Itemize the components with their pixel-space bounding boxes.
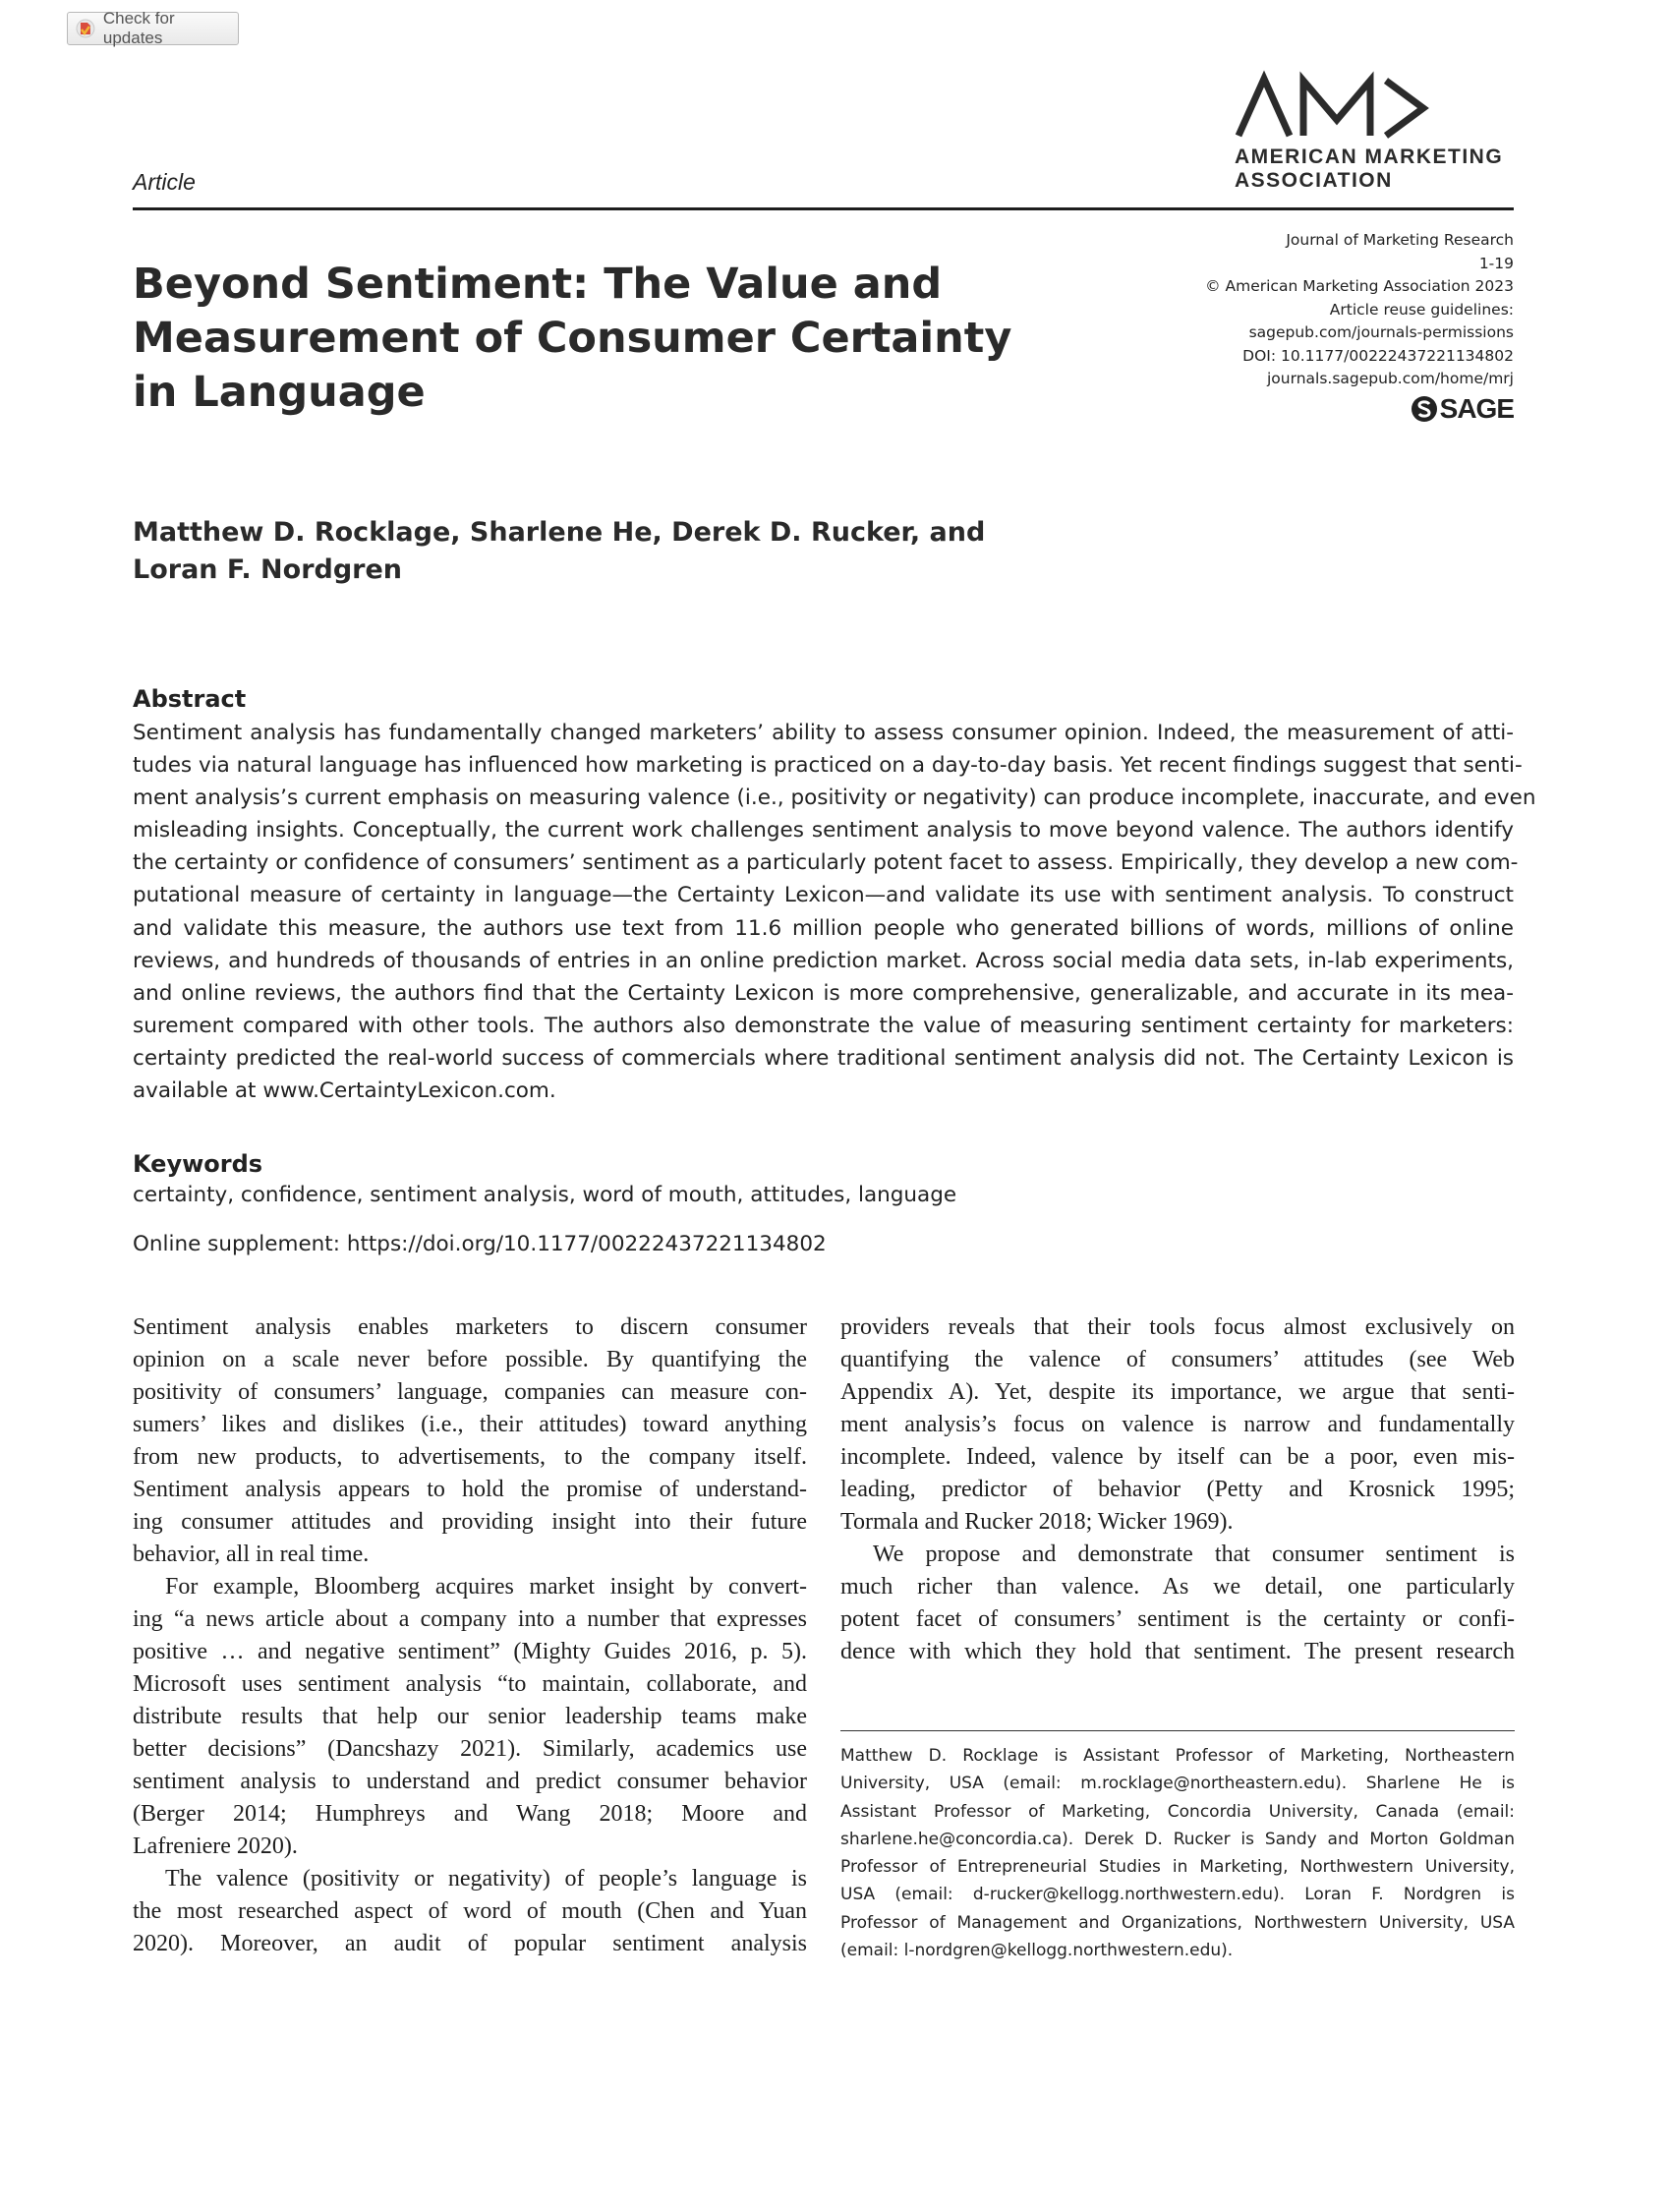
abstract-line: the certainty or confidence of consumers’ sentiment as a particularly potent facet to assess. Empirically, they develop a new com- xyxy=(133,850,1519,876)
title-line: in Language xyxy=(133,368,426,417)
body-text-line: Sentiment analysis enables marketers to discern consumer xyxy=(133,1314,807,1340)
title-line: Measurement of Consumer Certainty xyxy=(133,314,1012,363)
journal-info xyxy=(1205,229,1514,391)
body-text-line: Sentiment analysis appears to hold the promise of understand- xyxy=(133,1477,807,1502)
copyright: © American Marketing Association 2023 xyxy=(1205,277,1514,295)
abstract-line: ment analysis’s current emphasis on measuring valence (i.e., positivity or negativity) can produce incomplete, inaccurate, and even xyxy=(133,786,1536,811)
sage-s-icon xyxy=(1411,395,1438,423)
abstract-line: surement compared with other tools. The authors also demonstrate the value of measuring sentiment certainty for marketers: xyxy=(133,1013,1514,1038)
body-text-line: sentiment analysis to understand and predict consumer behavior xyxy=(133,1769,807,1794)
ama-wordmark-line: AMERICAN MARKETING xyxy=(1235,146,1504,168)
reuse-link[interactable]: sagepub.com/journals-permissions xyxy=(1248,323,1514,341)
check-for-updates-label: Check for updates xyxy=(102,9,175,47)
body-text-line: better decisions” (Dancshazy 2021). Similarly, academics use xyxy=(133,1736,807,1762)
abstract-line: and online reviews, the authors find that the Certainty Lexicon is more comprehensive, generalizable, and accurate in its mea- xyxy=(133,980,1514,1006)
paper-title xyxy=(133,258,1017,420)
abstract-line: available at www.CertaintyLexicon.com. xyxy=(133,1078,556,1104)
ama-monogram-icon xyxy=(1235,69,1431,143)
abstract-line: and validate this measure, the authors use text from 11.6 million people who generated billions of words, millions of online xyxy=(133,915,1514,941)
abstract-line: Sentiment analysis has fundamentally changed marketers’ ability to assess consumer opinion. Indeed, the measurement of atti- xyxy=(133,721,1514,745)
footnote-line: USA (email: d-rucker@kellogg.northwestern.edu). Loran F. Nordgren is xyxy=(840,1885,1515,1905)
author-list xyxy=(133,514,1214,589)
author-affiliations-footnote xyxy=(840,1742,1515,1964)
ama-wordmark-line: ASSOCIATION xyxy=(1235,169,1393,192)
body-text-line: Microsoft uses sentiment analysis “to maintain, collaborate, and xyxy=(133,1671,807,1697)
abstract-line: putational measure of certainty in language—the Certainty Lexicon—and validate its use with sentiment analysis. To construct xyxy=(133,883,1514,908)
body-text-line: 2020). Moreover, an audit of popular sentiment analysis xyxy=(133,1931,807,1956)
body-column-left xyxy=(133,1311,807,1960)
ama-wordmark xyxy=(1235,146,1503,193)
body-text-line: Appendix A). Yet, despite its importance, we argue that senti- xyxy=(840,1379,1515,1405)
abstract-line: certainty predicted the real-world success of commercials where traditional sentiment analysis did not. The Certainty Lexicon is xyxy=(133,1045,1514,1071)
title-line: Beyond Sentiment: The Value and xyxy=(133,260,943,309)
author-line: Loran F. Nordgren xyxy=(133,554,403,585)
online-supplement-link[interactable]: Online supplement: https://doi.org/10.1177/00222437221134802 xyxy=(133,1232,827,1256)
footnote-line: (email: l-nordgren@kellogg.northwestern.edu). xyxy=(840,1941,1234,1961)
abstract-heading: Abstract xyxy=(133,685,247,713)
footnote-line: Professor of Management and Organizations, Northwestern University, USA xyxy=(840,1912,1515,1933)
body-text-line: leading, predictor of behavior (Petty and Krosnick 1995; xyxy=(840,1477,1515,1502)
footnote-line: Matthew D. Rocklage is Assistant Professor of Marketing, Northeastern xyxy=(840,1746,1515,1766)
footnote-divider xyxy=(840,1730,1515,1731)
footnote-line: Assistant Professor of Marketing, Concordia University, Canada (email: xyxy=(840,1801,1515,1822)
sage-wordmark: SAGE xyxy=(1439,393,1514,424)
body-text-line: sumers’ likes and dislikes (i.e., their attitudes) toward anything xyxy=(133,1412,807,1437)
body-text-line: (Berger 2014; Humphreys and Wang 2018; Moore and xyxy=(133,1801,807,1827)
body-text-line: much richer than valence. As we detail, one particularly xyxy=(840,1574,1515,1600)
journal-name: Journal of Marketing Research xyxy=(1286,231,1514,249)
body-text-line: from new products, to advertisements, to the company itself. xyxy=(133,1444,807,1470)
keywords-list: certainty, confidence, sentiment analysis, word of mouth, attitudes, language xyxy=(133,1183,957,1207)
body-text-line: The valence (positivity or negativity) of people’s language is xyxy=(165,1866,807,1892)
body-text-line: dence with which they hold that sentiment. The present research xyxy=(840,1639,1515,1664)
abstract-line: tudes via natural language has influenced how marketing is practiced on a day-to-day basis. Yet recent findings suggest that senti- xyxy=(133,753,1523,779)
page-range: 1-19 xyxy=(1478,254,1514,272)
body-text-line: opinion on a scale never before possible. By quantifying the xyxy=(133,1347,807,1372)
body-text-line: positive … and negative sentiment” (Mighty Guides 2016, p. 5). xyxy=(133,1639,807,1664)
footnote-line: Professor of Entrepreneurial Studies in Marketing, Northwestern University, xyxy=(840,1857,1515,1878)
body-text-line: potent facet of consumers’ sentiment is the certainty or confi- xyxy=(840,1606,1515,1632)
keywords-heading: Keywords xyxy=(133,1150,263,1178)
body-text-line: Lafreniere 2020). xyxy=(133,1834,298,1859)
body-text-line: For example, Bloomberg acquires market insight by convert- xyxy=(165,1574,807,1600)
doi[interactable]: DOI: 10.1177/00222437221134802 xyxy=(1242,346,1514,365)
article-type-label: Article xyxy=(133,169,196,195)
abstract-body xyxy=(133,717,1536,1107)
body-text-line: Tormala and Rucker 2018; Wicker 1969). xyxy=(840,1509,1234,1535)
header-divider xyxy=(133,207,1514,210)
body-text-line: the most researched aspect of word of mouth (Chen and Yuan xyxy=(133,1898,807,1924)
body-text-line: ing “a news article about a company into a number that expresses xyxy=(133,1606,807,1632)
abstract-line: reviews, and hundreds of thousands of entries in an online prediction market. Across social media data sets, in-lab experiments, xyxy=(133,948,1514,973)
body-text-line: quantifying the valence of consumers’ attitudes (see Web xyxy=(840,1347,1515,1372)
footnote-line: University, USA (email: m.rocklage@northeastern.edu). Sharlene He is xyxy=(840,1774,1515,1794)
check-for-updates-button[interactable] xyxy=(67,9,239,47)
sage-logo xyxy=(1411,393,1514,425)
journal-link[interactable]: journals.sagepub.com/home/mrj xyxy=(1267,370,1514,387)
ama-logo xyxy=(1235,69,1520,197)
author-line: Matthew D. Rocklage, Sharlene He, Derek D. Rucker, and xyxy=(133,517,986,548)
check-updates-icon xyxy=(76,19,95,38)
body-text-line: providers reveals that their tools focus almost exclusively on xyxy=(840,1314,1515,1340)
body-text-line: ing consumer attitudes and providing insight into their future xyxy=(133,1509,807,1535)
body-text-line: incomplete. Indeed, valence by itself can be a poor, even mis- xyxy=(840,1444,1515,1470)
reuse-label: Article reuse guidelines: xyxy=(1329,300,1514,319)
body-text-line: distribute results that help our senior leadership teams make xyxy=(133,1704,807,1729)
body-text-line: We propose and demonstrate that consumer sentiment is xyxy=(873,1542,1515,1567)
abstract-line: misleading insights. Conceptually, the current work challenges sentiment analysis to move beyond valence. The authors identify xyxy=(133,818,1514,844)
body-text-line: positivity of consumers’ language, companies can measure con- xyxy=(133,1379,807,1405)
body-column-right xyxy=(840,1311,1515,1668)
footnote-line: sharlene.he@concordia.ca). Derek D. Rucker is Sandy and Morton Goldman xyxy=(840,1829,1515,1849)
body-text-line: ment analysis’s focus on valence is narrow and fundamentally xyxy=(840,1412,1515,1437)
body-text-line: behavior, all in real time. xyxy=(133,1542,370,1567)
